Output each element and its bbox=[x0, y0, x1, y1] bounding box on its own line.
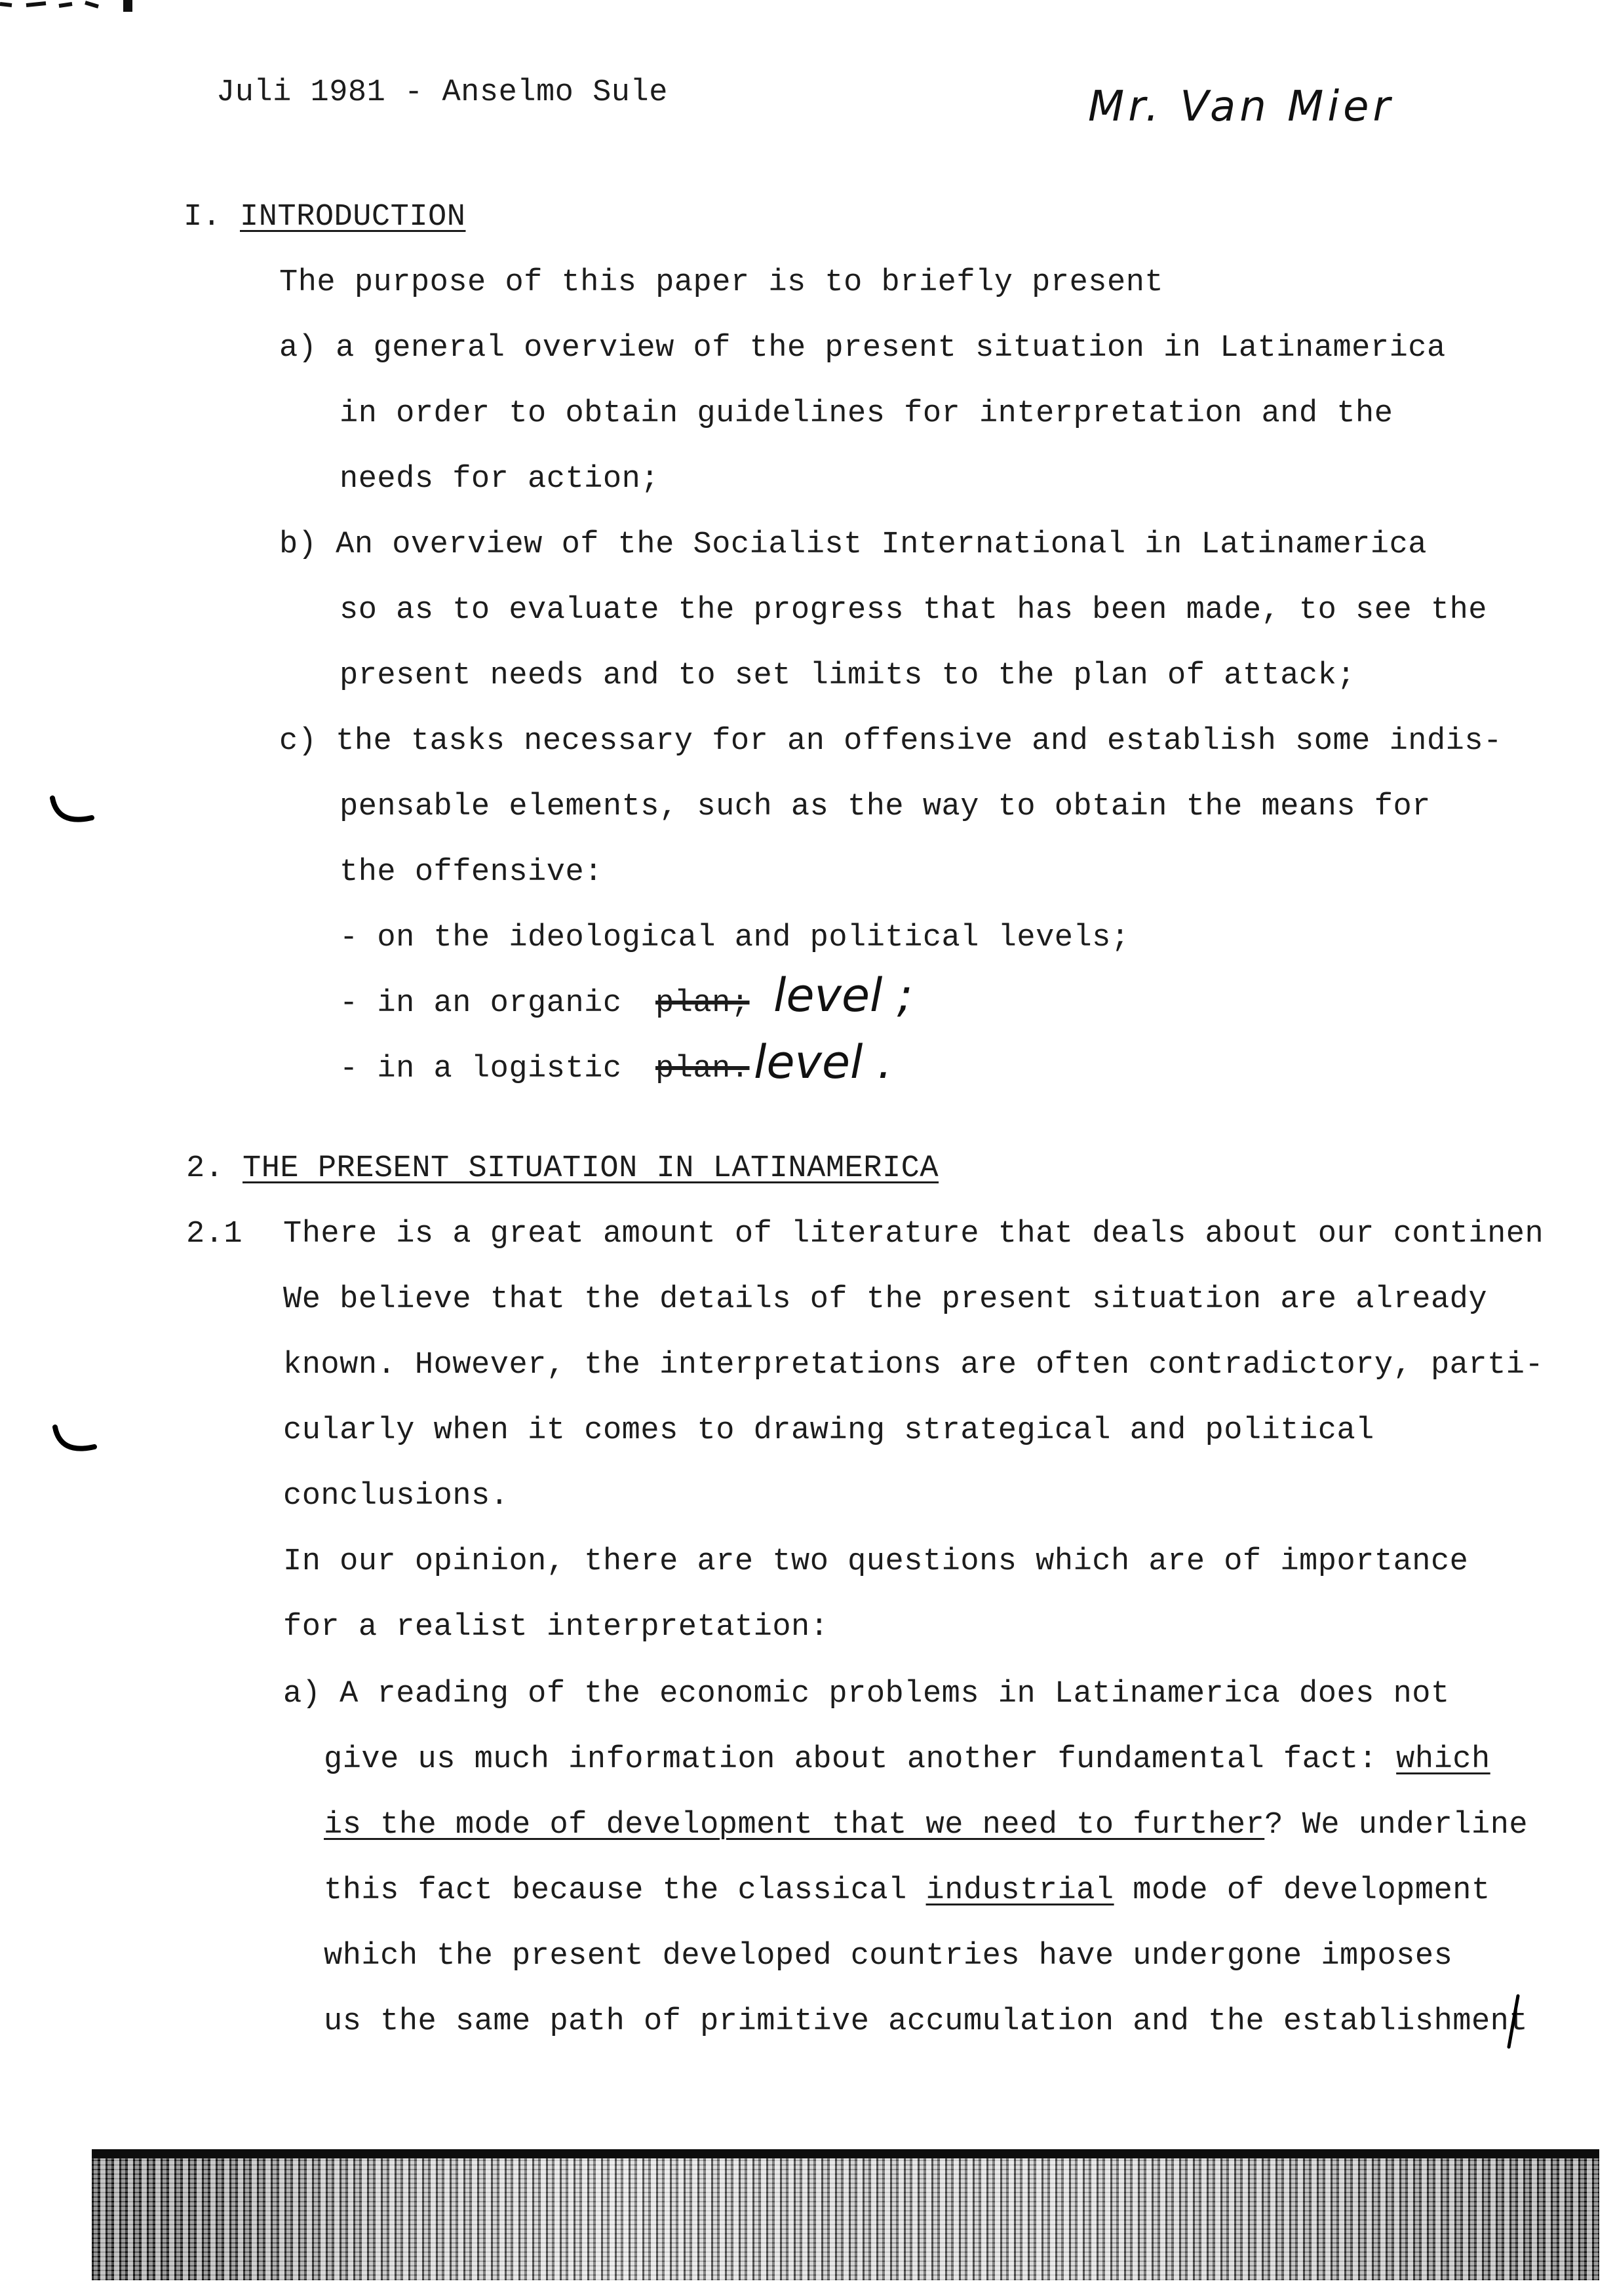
item-c-line-3: the offensive: bbox=[340, 855, 603, 890]
para-1-line-2: We believe that the details of the present situation are already bbox=[283, 1282, 1488, 1317]
para-1-line-3: known. However, the interpretations are often contradictory, parti- bbox=[283, 1348, 1544, 1383]
point-a-underlined-industrial: industrial bbox=[925, 1873, 1114, 1908]
item-b-line-2: so as to evaluate the progress that has been made, to see the bbox=[340, 593, 1487, 628]
para-1-line-5: conclusions. bbox=[283, 1479, 509, 1514]
item-a-line-3: needs for action; bbox=[340, 462, 659, 497]
item-c-line-2: pensable elements, such as the way to obtain the means for bbox=[340, 790, 1431, 824]
item-b-line-1: b) An overview of the Socialist International in Latinamerica bbox=[279, 527, 1427, 562]
date-author-line: Juli 1981 - Anselmo Sule bbox=[216, 75, 668, 110]
point-a-line-2 bbox=[324, 1742, 1490, 1778]
point-a-line-5: which the present developed countries have undergone imposes bbox=[324, 1939, 1453, 1974]
handwritten-recipient: Mr. Van Mier bbox=[1088, 83, 1394, 131]
item-a-line-1: a) a general overview of the present situation in Latinamerica bbox=[279, 331, 1446, 366]
point-a-line-3 bbox=[324, 1807, 1528, 1844]
section-2-heading: THE PRESENT SITUATION IN LATINAMERICA bbox=[243, 1151, 939, 1186]
bullet-organic-typed: - in an organic bbox=[340, 986, 622, 1021]
subsection-2-1-number: 2.1 bbox=[186, 1217, 243, 1252]
point-a-line-4-pre: this fact because the classical bbox=[324, 1873, 926, 1908]
margin-check-mark bbox=[46, 793, 98, 839]
para-1-line-1: There is a great amount of literature that deals about our continen bbox=[283, 1217, 1544, 1252]
scan-artifact-band bbox=[92, 2149, 1599, 2280]
point-a-line-6: us the same path of primitive accumulation and the establishment bbox=[324, 2004, 1528, 2039]
point-a-line-4-post: mode of development bbox=[1114, 1873, 1490, 1908]
scan-smudge bbox=[0, 0, 144, 16]
item-a-line-2: in order to obtain guidelines for interpretation and the bbox=[340, 396, 1393, 431]
item-c-line-1: c) the tasks necessary for an offensive and establish some indis- bbox=[279, 724, 1502, 759]
para-2-line-2: for a realist interpretation: bbox=[283, 1610, 829, 1645]
bullet-organic-handwritten: level ; bbox=[773, 968, 913, 1022]
bullet-organic-struck: plan; bbox=[655, 986, 750, 1021]
margin-check-mark bbox=[49, 1422, 101, 1468]
para-2-line-1: In our opinion, there are two questions which are of importance bbox=[283, 1544, 1469, 1579]
point-a-underlined-question: is the mode of development that we need to further bbox=[324, 1808, 1265, 1843]
section-2-number: 2. bbox=[186, 1151, 224, 1186]
bullet-ideological: - on the ideological and political levels; bbox=[340, 921, 1130, 955]
bullet-logistic-handwritten: level . bbox=[754, 1035, 892, 1089]
bullet-logistic-typed: - in a logistic bbox=[340, 1052, 622, 1086]
point-a-line-4 bbox=[324, 1873, 1490, 1909]
section-1-heading: INTRODUCTION bbox=[240, 200, 466, 235]
intro-lead: The purpose of this paper is to briefly present bbox=[279, 265, 1164, 300]
section-1-number: I. bbox=[184, 200, 222, 235]
para-1-line-4: cularly when it comes to drawing strategical and political bbox=[283, 1413, 1374, 1448]
point-a-line-1: a) A reading of the economic problems in Latinamerica does not bbox=[283, 1677, 1450, 1712]
point-a-underlined-which: which bbox=[1396, 1742, 1490, 1777]
scan-artifact-edge bbox=[92, 2149, 1599, 2158]
item-b-line-3: present needs and to set limits to the plan of attack; bbox=[340, 659, 1356, 693]
handwritten-correction-stroke bbox=[1501, 1992, 1527, 2051]
point-a-line-3-text: ? We underline bbox=[1264, 1808, 1528, 1843]
point-a-line-2-text: give us much information about another fundamental fact: bbox=[324, 1742, 1397, 1777]
bullet-logistic-struck: plan. bbox=[655, 1052, 750, 1086]
